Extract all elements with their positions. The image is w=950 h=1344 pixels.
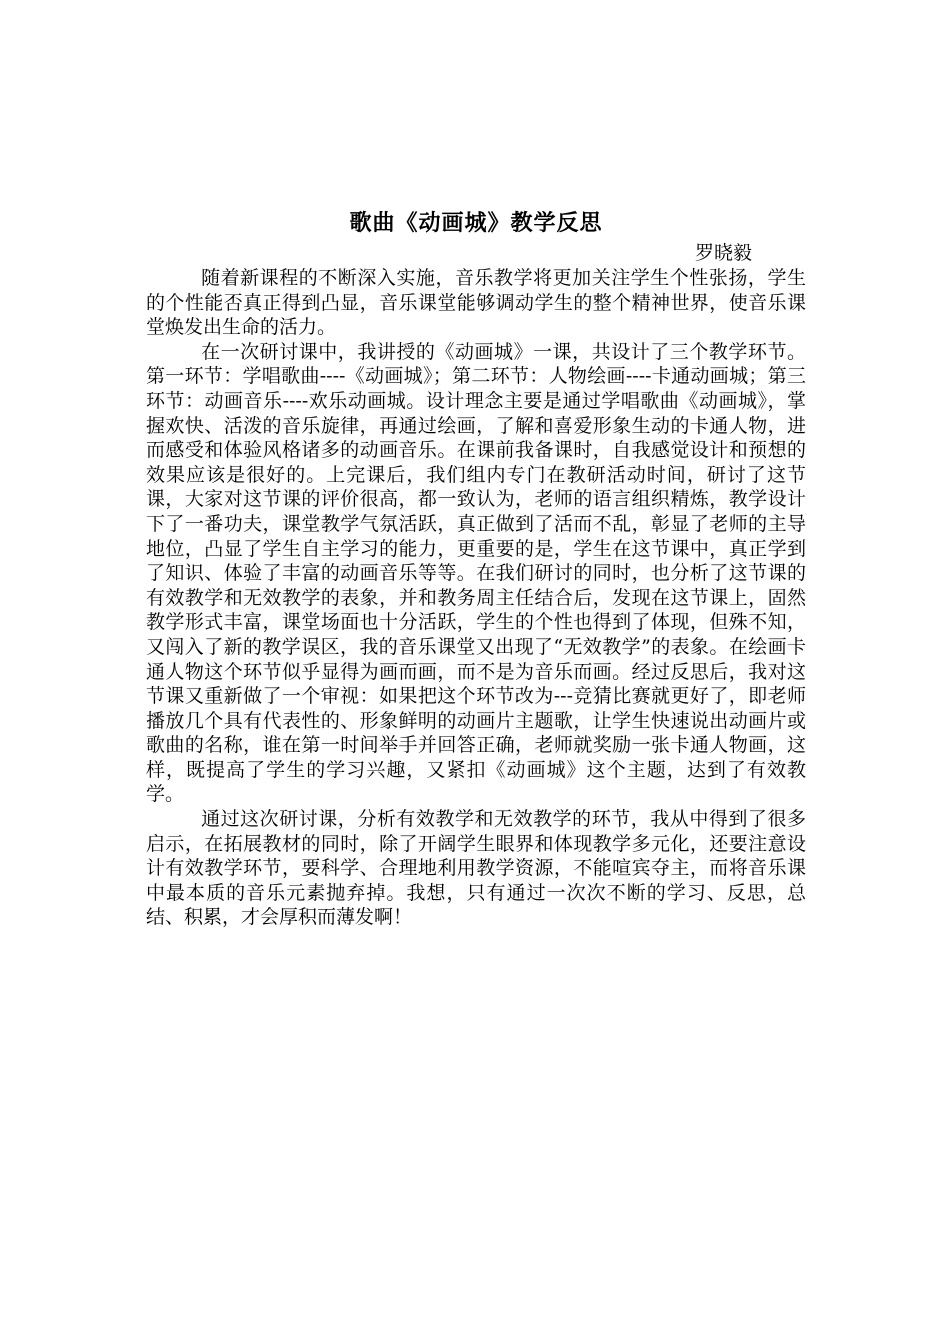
paragraph-lesson-reflection: 在一次研讨课中，我讲授的《动画城》一课，共设计了三个教学环节。第一环节：学唱歌曲----《动画城》；第二环节：人物绘画----卡通动画城；第三环节：动画音乐----欢乐动画城。设计理念主要是通过学唱歌曲《动画城》，掌握欢快、活泼的音乐旋律，再通过绘画，了解和喜爱形象生动的卡通人物，进而感受和体验风格诸多的动画音乐。在课前我备课时，自我感觉设计和预想的效果应该是很好的。上完课后，我们组内专门在教研活动时间，研讨了这节课，大家对这节课的评价很高，都一致认为，老师的语言组织精炼，教学设计下了一番功夫，课堂教学气氛活跃，真正做到了活而不乱，彰显了老师的主导地位，凸显了学生自主学习的能力，更重要的是，学生在这节课中，真正学到了知识、体验了丰富的动画音乐等等。在我们研讨的同时，也分析了这节课的有效教学和无效教学的表象，并和教务周主任结合后，发现在这节课上，固然教学形式丰富，课堂场面也十分活跃，学生的个性也得到了体现，但殊不知，又闯入了新的教学误区，我的音乐课堂又出现了“无效教学”的表象。在绘画卡通人物这个环节似乎显得为画而画，而不是为音乐而画。经过反思后，我对这节课又重新做了一个审视：如果把这个环节改为---竞猜比赛就更好了，即老师播放几个具有代表性的、形象鲜明的动画片主题歌，让学生快速说出动画片或歌曲的名称，谁在第一时间举手并回答正确，老师就奖励一张卡通人物画，这样，既提高了学生的学习兴趣，又紧扣《动画城》这个主题，达到了有效教学。 bbox=[146, 340, 806, 806]
paragraph-intro: 随着新课程的不断深入实施，音乐教学将更加关注学生个性张扬，学生的个性能否真正得到凸显，音乐课堂能够调动学生的整个精神世界，使音乐课堂焕发出生命的活力。 bbox=[146, 267, 806, 339]
document-title: 歌曲《动画城》教学反思 bbox=[349, 210, 603, 236]
paragraph-conclusion: 通过这次研讨课，分析有效教学和无效教学的环节，我从中得到了很多启示，在拓展教材的同时，除了开阔学生眼界和体现教学多元化，还要注意设计有效教学环节，要科学、合理地利用教学资源，不能喧宾夺主，而将音乐课中最本质的音乐元素抛弃掉。我想，只有通过一次次不断的学习、反思，总结、积累，才会厚积而薄发啊！ bbox=[146, 808, 806, 929]
document-author: 罗晓毅 bbox=[694, 242, 752, 264]
document-body bbox=[146, 206, 806, 930]
